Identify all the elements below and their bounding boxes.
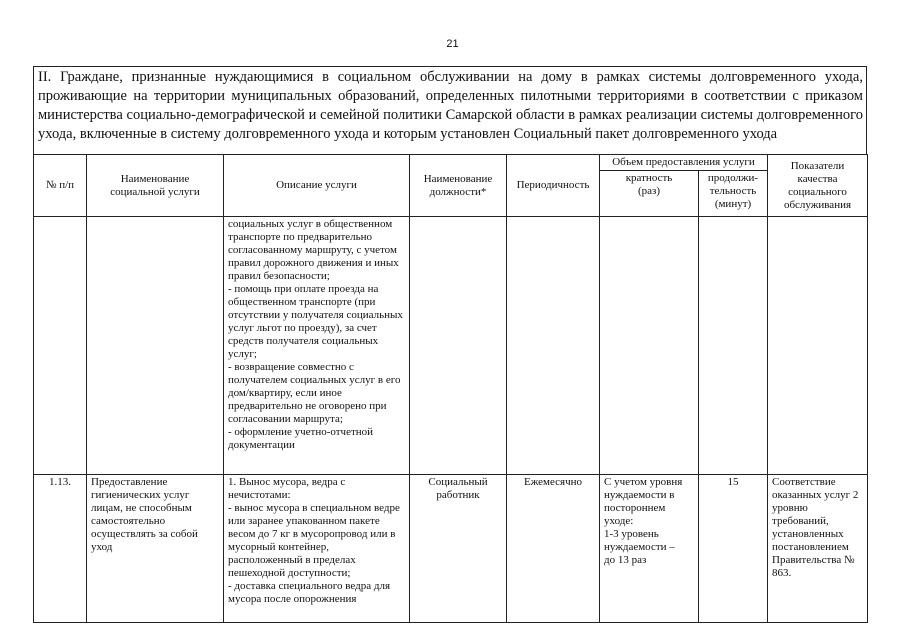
cell-service-name — [87, 217, 224, 475]
cell-num — [34, 217, 87, 475]
cell-periodicity — [507, 217, 600, 475]
header-position: Наименование должности* — [410, 155, 507, 217]
header-service-name: Наименование социальной услуги — [87, 155, 224, 217]
table-row — [34, 475, 868, 623]
cell-indicators: Соответствие оказанных услуг 2 уровню требований, установленных постановлением Правительства № 863. — [768, 475, 868, 623]
cell-multiplicity — [600, 217, 699, 475]
cell-description: 1. Вынос мусора, ведра с нечистотами: - вынос мусора в специальном ведре или заранее упакованном пакете весом до 7 кг в мусоропровод или в мусорный контейнер, расположенный в пределах пешеходной доступности; - доставка специального ведра для мусора после опорожнения — [224, 475, 410, 623]
header-volume: Объем предоставления услуги — [600, 155, 768, 171]
table-header-row — [34, 155, 868, 171]
cell-indicators — [768, 217, 868, 475]
header-description: Описание услуги — [224, 155, 410, 217]
section-heading: II. Граждане, признанные нуждающимися в социальном обслуживании на дому в рамках системы долговременного ухода, проживающие на территории муниципальных образований, определенных пилотными территориями в соответствии с приказом министерства социально-демографической и семейной политики Самарской области в рамках реализации системы долговременного ухода, включенные в систему долговременного ухода и которым установлен Социальный пакет долговременного ухода — [33, 66, 867, 154]
cell-duration — [699, 217, 768, 475]
cell-position — [410, 217, 507, 475]
header-duration: продолжи- тельность (минут) — [699, 171, 768, 217]
header-num: № п/п — [34, 155, 87, 217]
cell-duration: 15 — [699, 475, 768, 623]
header-multiplicity: кратность (раз) — [600, 171, 699, 217]
cell-position: Социальный работник — [410, 475, 507, 623]
header-indicators: Показатели качества социального обслуживания — [768, 155, 868, 217]
page-number: 21 — [446, 38, 459, 50]
services-table — [33, 154, 868, 623]
cell-service-name: Предоставление гигиенических услуг лицам, не способным самостоятельно осуществлять за собой уход — [87, 475, 224, 623]
cell-multiplicity: С учетом уровня нуждаемости в постороннем уходе: 1-3 уровень нуждаемости – до 13 раз — [600, 475, 699, 623]
header-periodicity: Периодичность — [507, 155, 600, 217]
table-row — [34, 217, 868, 475]
cell-num: 1.13. — [34, 475, 87, 623]
cell-periodicity: Ежемесячно — [507, 475, 600, 623]
cell-description: социальных услуг в общественном транспорте по предварительно согласованному маршруту, с учетом правил дорожного движения и иных правил безопасности; - помощь при оплате проезда на общественном транспорте (при отсутствии у получателя социальных услуг льгот по проезду), за счет средств получателя социальных услуг; - возвращение совместно с получателем социальных услуг в его дом/квартиру, если иное предварительно не оговорено при согласовании маршрута; - оформление учетно-отчетной документации — [224, 217, 410, 475]
